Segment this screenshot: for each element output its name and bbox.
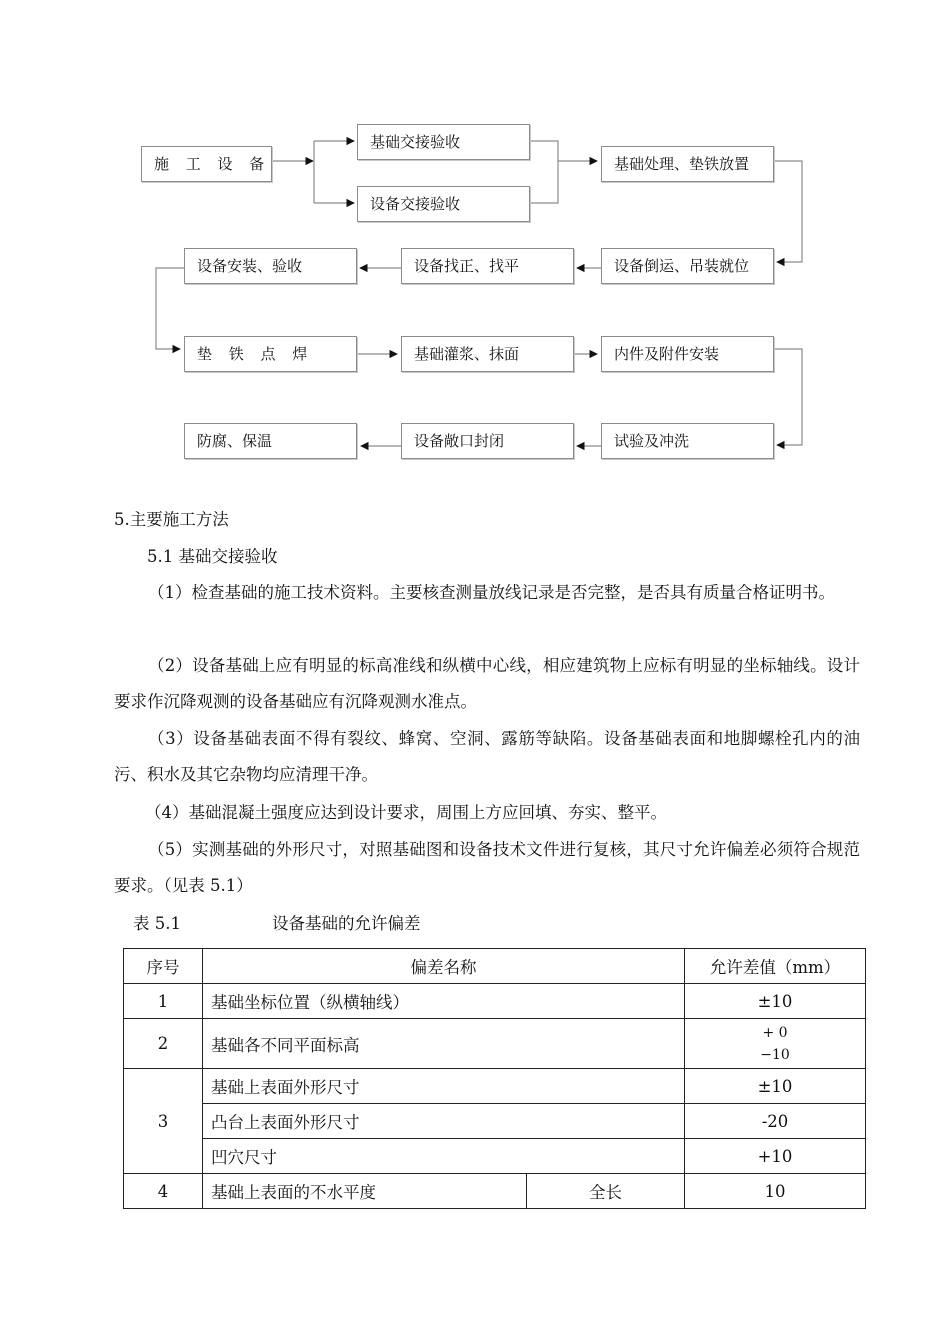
table-row bbox=[124, 1069, 866, 1104]
table-row bbox=[124, 1104, 866, 1139]
node-testing-flushing: 试验及冲洗 bbox=[601, 423, 774, 459]
node-anticorrosion-insulation: 防腐、保温 bbox=[184, 423, 357, 459]
row-value: ±10 bbox=[685, 984, 866, 1019]
subsection-title: 5.1 基础交接验收 bbox=[147, 547, 278, 566]
row-sub: 全长 bbox=[527, 1174, 685, 1209]
row-value: ±10 bbox=[685, 1069, 866, 1104]
table-row bbox=[124, 984, 866, 1019]
row-name: 凸台上表面外形尺寸 bbox=[203, 1104, 685, 1139]
row-name: 基础各不同平面标高 bbox=[203, 1019, 685, 1069]
node-foundation-acceptance: 基础交接验收 bbox=[357, 124, 530, 160]
value-lower: −10 bbox=[760, 1046, 790, 1063]
table-header-row bbox=[124, 949, 866, 984]
row-value: -20 bbox=[685, 1104, 866, 1139]
node-foundation-treatment: 基础处理、垫铁放置 bbox=[601, 146, 774, 182]
section-title: 5.主要施工方法 bbox=[114, 510, 229, 529]
row-name: 凹穴尺寸 bbox=[203, 1139, 685, 1174]
node-equipment: 施 工 设 备 bbox=[141, 146, 272, 182]
row-no: 4 bbox=[124, 1174, 203, 1209]
header-value: 允许差值（mm） bbox=[685, 949, 866, 984]
node-internals: 内件及附件安装 bbox=[601, 336, 774, 372]
row-no: 1 bbox=[124, 984, 203, 1019]
table-row bbox=[124, 1139, 866, 1174]
paragraph-item-3: （3）设备基础表面不得有裂纹、蜂窝、空洞、露筋等缺陷。设备基础表面和地脚螺栓孔内的油污、积水及其它杂物均应清理干净。 bbox=[114, 729, 860, 784]
node-transport-hoisting: 设备倒运、吊装就位 bbox=[601, 248, 774, 284]
node-grouting: 基础灌浆、抹面 bbox=[401, 336, 574, 372]
row-value: +10 bbox=[685, 1139, 866, 1174]
node-opening-sealing: 设备敞口封闭 bbox=[401, 423, 574, 459]
table-row bbox=[124, 1019, 866, 1069]
row-name: 基础坐标位置（纵横轴线） bbox=[203, 984, 685, 1019]
header-no: 序号 bbox=[124, 949, 203, 984]
header-name: 偏差名称 bbox=[203, 949, 685, 984]
node-install-acceptance: 设备安装、验收 bbox=[184, 248, 357, 284]
paragraph-item-1: （1）检查基础的施工技术资料。主要核查测量放线记录是否完整，是否具有质量合格证明书。 bbox=[148, 583, 835, 602]
table-row bbox=[124, 1174, 866, 1209]
paragraph-item-5: （5）实测基础的外形尺寸，对照基础图和设备技术文件进行复核，其尺寸允许偏差必须符合规范要求。（见表 5.1） bbox=[114, 840, 860, 895]
node-equipment-acceptance: 设备交接验收 bbox=[357, 186, 530, 222]
row-value bbox=[685, 1019, 866, 1069]
table-caption-number: 表 5.1 bbox=[133, 914, 181, 933]
construction-flowchart bbox=[0, 0, 950, 480]
node-alignment-leveling: 设备找正、找平 bbox=[401, 248, 574, 284]
paragraph-item-2: （2）设备基础上应有明显的标高准线和纵横中心线，相应建筑物上应标有明显的坐标轴线。设计要求作沉降观测的设备基础应有沉降观测水准点。 bbox=[114, 656, 860, 711]
row-name: 基础上表面的不水平度 bbox=[203, 1174, 527, 1209]
row-no: 3 bbox=[124, 1069, 203, 1174]
row-no: 2 bbox=[124, 1019, 203, 1069]
row-value: 10 bbox=[685, 1174, 866, 1209]
deviation-table bbox=[123, 948, 866, 1209]
paragraph-item-4: （4）基础混凝土强度应达到设计要求，周围上方应回填、夯实、整平。 bbox=[145, 803, 667, 822]
row-name: 基础上表面外形尺寸 bbox=[203, 1069, 685, 1104]
table-caption-title: 设备基础的允许偏差 bbox=[272, 914, 421, 933]
value-upper: + 0 bbox=[762, 1024, 788, 1041]
node-shim-welding: 垫 铁 点 焊 bbox=[184, 336, 357, 372]
flowchart-connectors bbox=[0, 0, 950, 480]
